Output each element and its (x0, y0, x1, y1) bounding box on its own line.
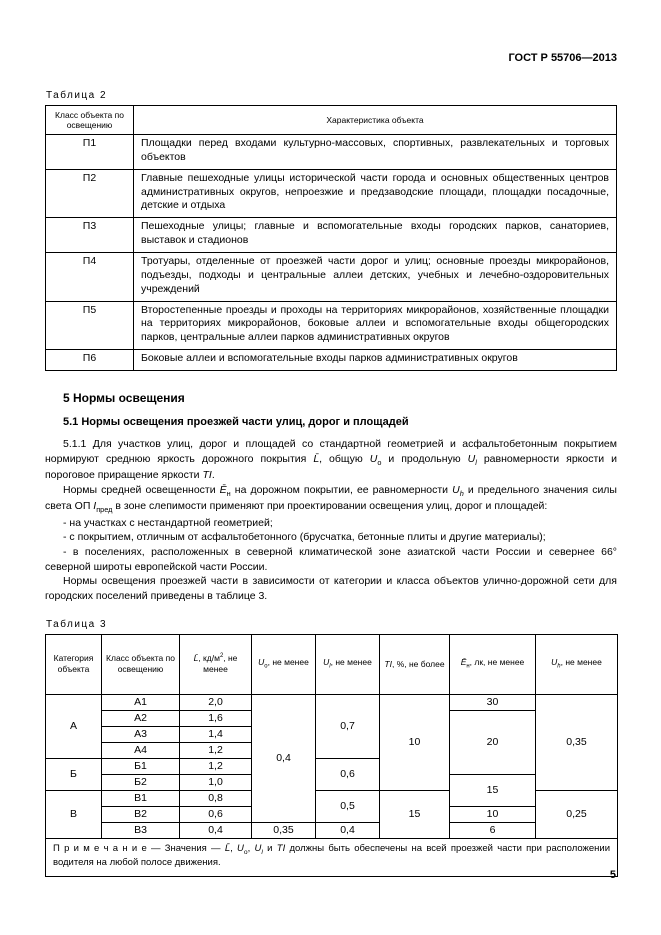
table-row (46, 169, 617, 218)
illuminance-cell: 30 (450, 694, 536, 710)
paragraph-table3-reference: Нормы освещения проезжей части в зависимости от категории и класса объектов улично-дорожной сети для городских поселений приведены в таблице 3. (45, 575, 617, 602)
object-class: П6 (46, 350, 134, 371)
luminance-cell: 1,6 (180, 710, 252, 726)
table3-header-luminance: L̄, $кд/м^2$, не менее (180, 634, 252, 694)
table3-header-ul: $U_l$, не менее (316, 634, 380, 694)
table-row (46, 694, 618, 710)
class-cell: Б1 (102, 758, 180, 774)
ul-cell: 0,5 (316, 790, 380, 822)
uh-cell: 0,35 (536, 694, 618, 790)
class-cell: А2 (102, 710, 180, 726)
luminance-cell: 1,2 (180, 742, 252, 758)
object-description: Площадки перед входами культурно-массовых, спортивных, развлекательных и торговых объектов (134, 135, 617, 170)
list-item-3: - в поселениях, расположенных в северной климатической зоне азиатской части России и севернее 66° северной широты европейской части России. (45, 545, 617, 573)
luminance-cell: 1,4 (180, 726, 252, 742)
object-description: Второстепенные проезды и проходы на территориях микрорайонов, хозяйственные площадки на территориях микрорайонов, боковые аллеи и вспомогательные входы общегородских парков, центральные аллеи парков административных округов (134, 301, 617, 350)
ti-cell: 10 (380, 694, 450, 790)
table3-note-row (46, 838, 618, 876)
luminance-cell: 1,0 (180, 774, 252, 790)
ul-cell: 0,4 (316, 822, 380, 838)
table-row (46, 350, 617, 371)
table2-col2-header: Характеристика объекта (134, 106, 617, 135)
class-cell: Б2 (102, 774, 180, 790)
luminance-cell: 0,6 (180, 806, 252, 822)
table3-header-uh: $U_h$, не менее (536, 634, 618, 694)
luminance-cell: 2,0 (180, 694, 252, 710)
class-cell: В3 (102, 822, 180, 838)
object-class: П5 (46, 301, 134, 350)
table-row (46, 822, 618, 838)
uo-cell: 0,4 (252, 694, 316, 822)
class-cell: А3 (102, 726, 180, 742)
list-item-2: - с покрытием, отличным от асфальтобетонного (брусчатка, бетонные плиты и другие материалы); (63, 531, 546, 544)
table3-header-ti: TI, %, не более (380, 634, 450, 694)
table3-header-category: Категория объекта (46, 634, 102, 694)
paragraph-illuminance-norms: Нормы средней освещенности $Ē_н$ на дорожном покрытии, ее равномерности $U_h$ и предельного значения силы света ОП $I_{пред}$ в зоне слепимости применяют при проектировании освещения улиц, дорог и площадей: (45, 483, 617, 515)
object-class: П1 (46, 135, 134, 170)
table2-caption: Таблица 2 (46, 90, 108, 101)
object-class: П2 (46, 169, 134, 218)
luminance-cell: 0,8 (180, 790, 252, 806)
class-cell: В1 (102, 790, 180, 806)
ul-cell: 0,7 (316, 694, 380, 758)
uo-cell: 0,35 (252, 822, 316, 838)
object-class: П3 (46, 218, 134, 253)
illuminance-cell: 6 (450, 822, 536, 838)
object-description: Боковые аллеи и вспомогательные входы парков административных округов (134, 350, 617, 371)
table2-header-row (46, 106, 617, 135)
table-row (46, 218, 617, 253)
table-row (46, 253, 617, 302)
class-cell: А4 (102, 742, 180, 758)
category-cell: Б (46, 758, 102, 790)
ul-cell: 0,6 (316, 758, 380, 790)
illuminance-cell: 10 (450, 806, 536, 822)
table-row (46, 135, 617, 170)
table2-col1-header: Класс объекта по освещению (46, 106, 134, 135)
table-2 (45, 105, 617, 371)
class-cell: В2 (102, 806, 180, 822)
section-5-1-title: 5.1 Нормы освещения проезжей части улиц, дорог и площадей (63, 416, 409, 429)
luminance-cell: 1,2 (180, 758, 252, 774)
category-cell: В (46, 790, 102, 838)
illuminance-cell: 15 (450, 774, 536, 806)
category-cell: А (46, 694, 102, 758)
luminance-cell: 0,4 (180, 822, 252, 838)
object-description: Тротуары, отделенные от проезжей части дорог и улиц; основные проезды микрорайонов, подъезды, подходы и центральные аллеи детских, учебных и лечебно-оздоровительных учреждений (134, 253, 617, 302)
table3-caption: Таблица 3 (46, 618, 108, 630)
uh-cell: 0,25 (536, 790, 618, 838)
illuminance-cell: 20 (450, 710, 536, 774)
table-3 (45, 634, 618, 877)
table3-header-class: Класс объекта по освещению (102, 634, 180, 694)
object-description: Главные пешеходные улицы исторической части города и основных общественных центров административных округов, непроезжие и предзаводские площади, площадки посадочные, детские и отдыха (134, 169, 617, 218)
class-cell: А1 (102, 694, 180, 710)
paragraph-5-1-1: 5.1.1 Для участков улиц, дорог и площадей со стандартной геометрией и асфальтобетонным покрытием нормируют среднюю яркость дорожного покрытия L̄, общую $U_о$ и продольную $U_l$ равномерности яркости и пороговое приращение яркости TI. (45, 438, 617, 482)
table3-note: П р и м е ч а н и е — Значения — L̄, $U_о$, $U_l$ и TI должны быть обеспечены на всей проезжей части при расположении водителя на любой полосе движения. (46, 838, 618, 876)
page-number: 5 (609, 869, 616, 881)
object-description: Пешеходные улицы; главные и вспомогательные входы городских парков, санаториев, выставок и стадионов (134, 218, 617, 253)
table-row (46, 301, 617, 350)
ti-cell: 15 (380, 790, 450, 838)
table3-header-illuminance: $Ē_н$, лк, не менее (450, 634, 536, 694)
table3-header-row (46, 634, 618, 694)
object-class: П4 (46, 253, 134, 302)
table3-header-uo: $U_о$, не менее (252, 634, 316, 694)
document-code: ГОСТ Р 55706—2013 (508, 52, 617, 64)
list-item-1: - на участках с нестандартной геометрией; (63, 516, 273, 529)
section-5-title: 5 Нормы освещения (63, 391, 185, 406)
